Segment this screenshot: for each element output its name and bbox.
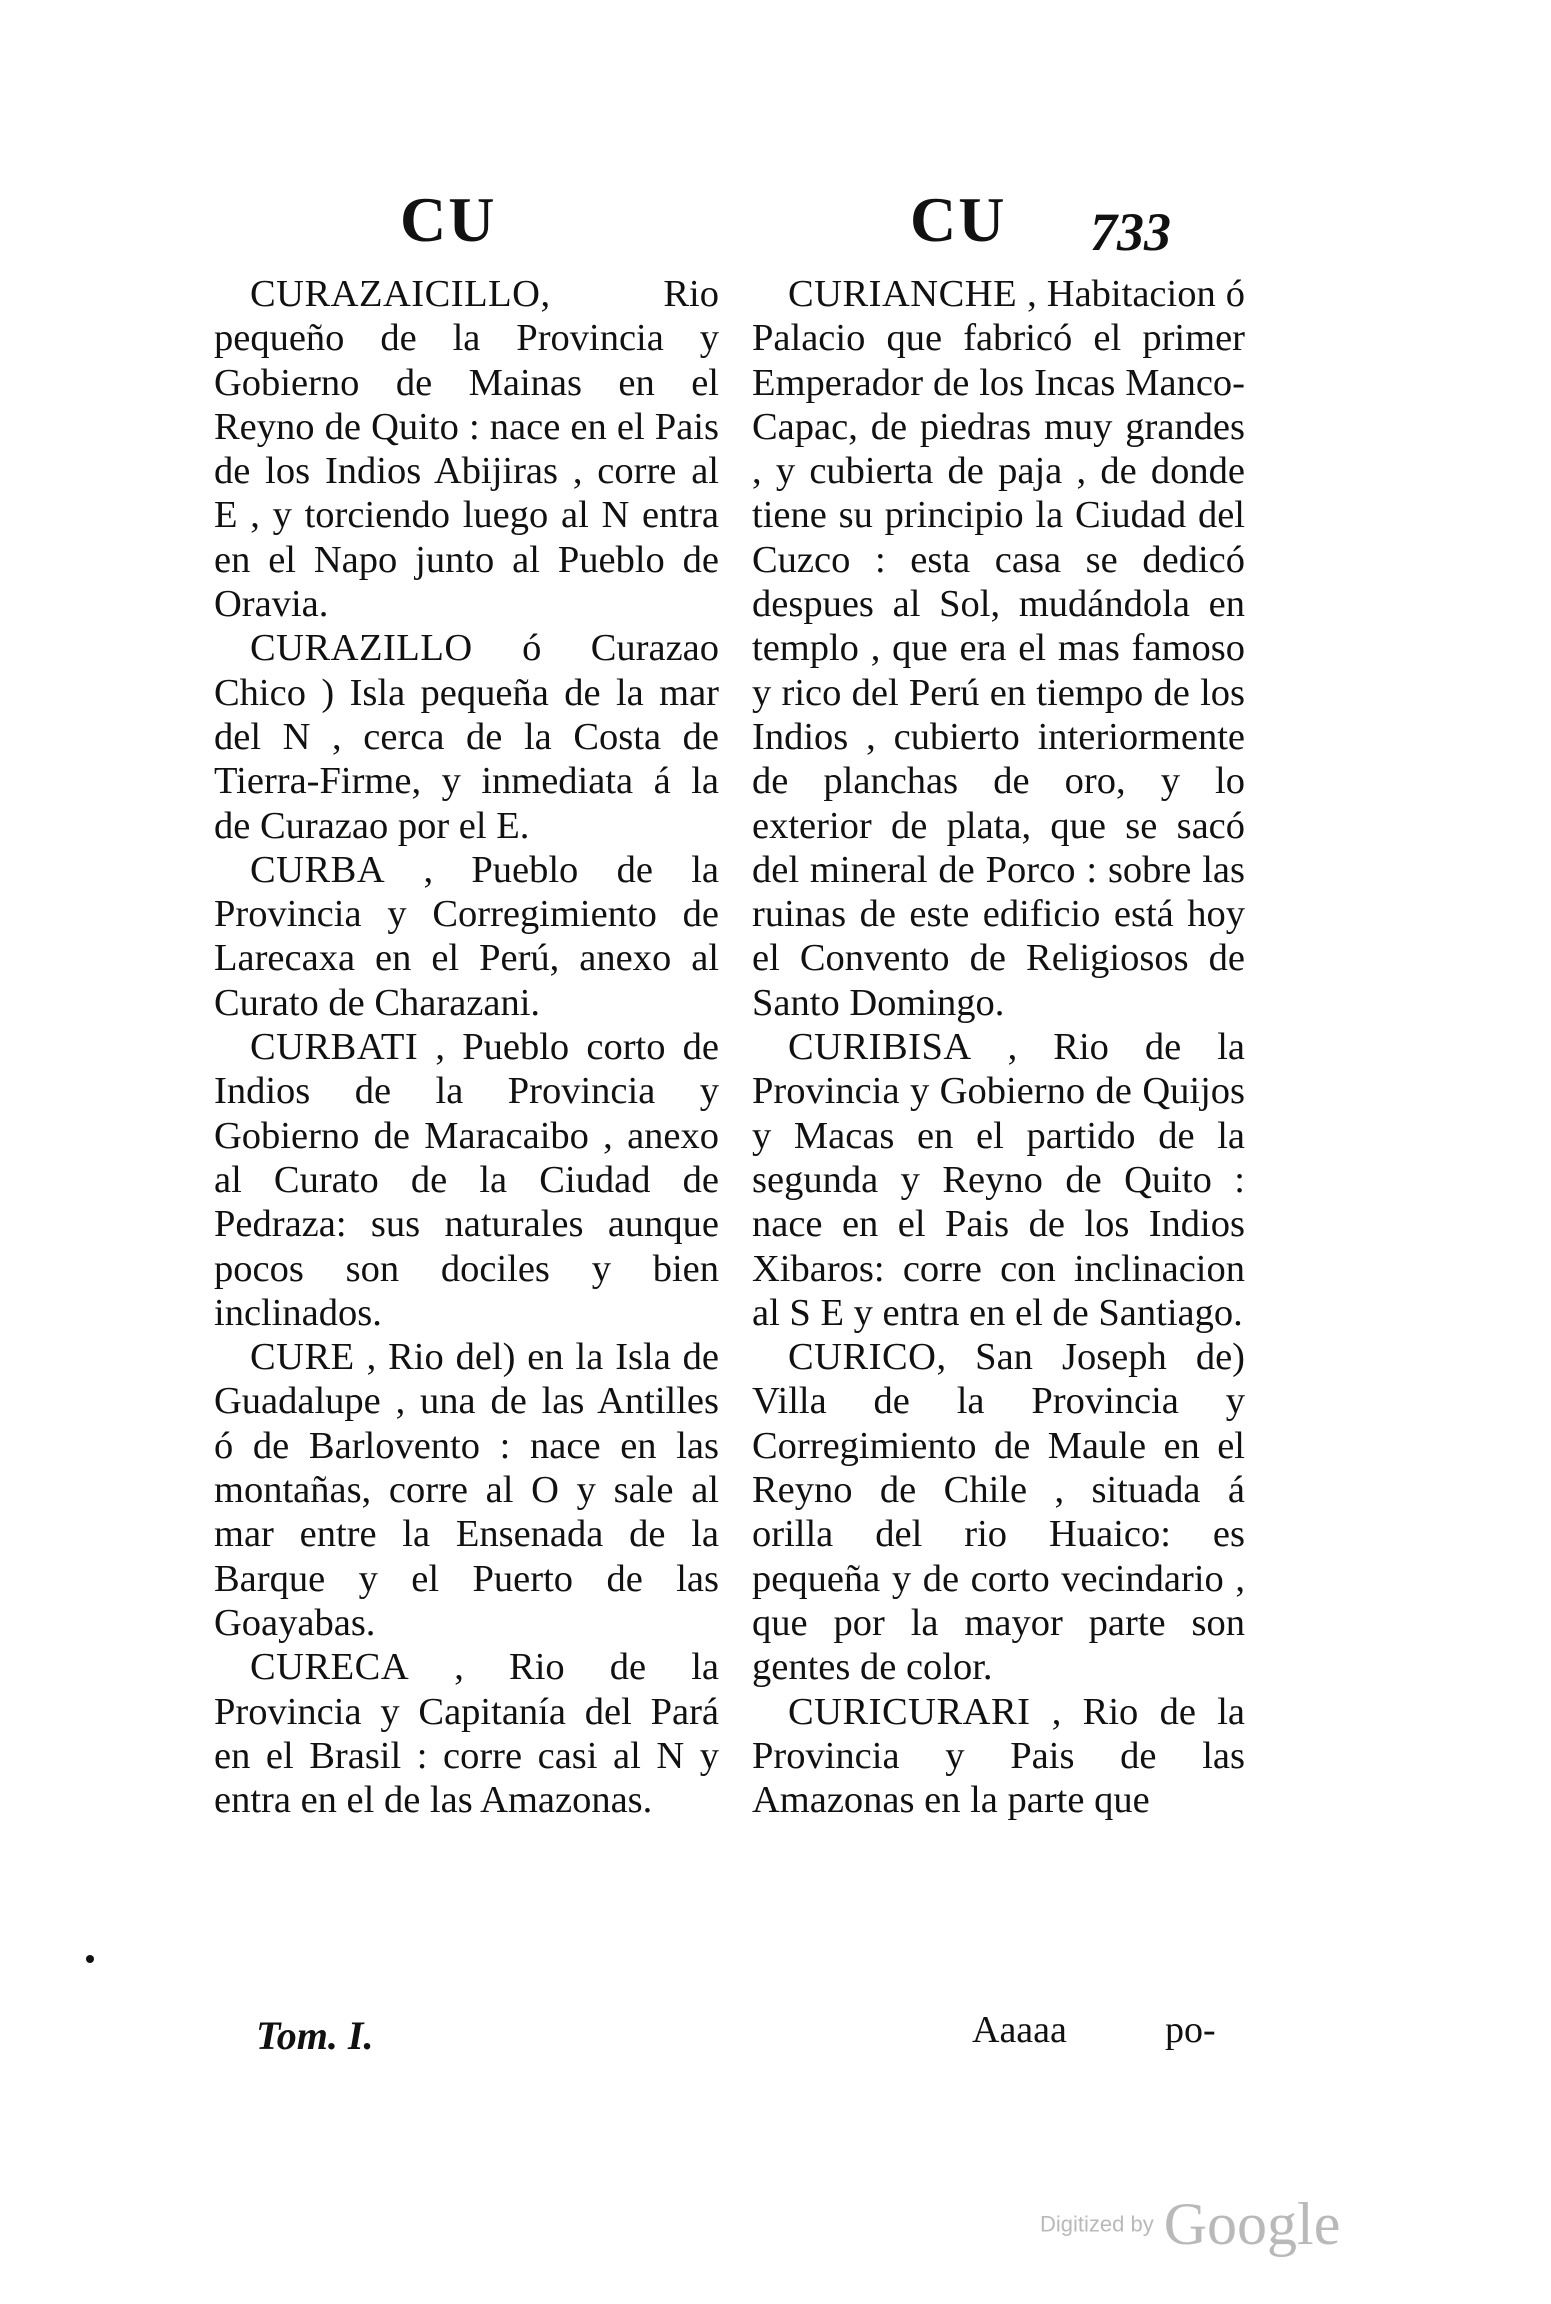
dictionary-entry [752, 272, 1245, 1025]
entry-headword: CURBA [250, 848, 386, 891]
entry-headword: CURAZILLO [250, 627, 473, 670]
entry-text: , Rio de la Provincia y Capitanía del Pará en el Brasil : corre casi al N y entra en el de las Amazonas. [214, 1646, 719, 1822]
dictionary-entry [214, 1645, 719, 1822]
entry-headword: CURICURARI [788, 1690, 1031, 1733]
dictionary-entry [214, 848, 719, 1025]
entry-headword: CURAZAICILLO [250, 273, 541, 315]
entry-text: , San Joseph de) Villa de la Provincia y Corregimiento de Maule en el Reyno de Chile , situada á orilla del rio Huaico: es pequeña y de corto vecindario , que por la mayor parte son gentes de color. [752, 1336, 1245, 1689]
volume-signature: Tom. I. [256, 2013, 374, 2058]
entry-headword: CURIANCHE [788, 273, 1018, 315]
page-number: 733 [1090, 202, 1171, 262]
entry-headword: CURIBISA [788, 1026, 972, 1069]
watermark-prefix: Digitized by [1040, 2211, 1154, 2237]
left-running-head: CU [400, 184, 497, 255]
entry-text: , Rio del) en la Isla de Guadalupe , una de las Antilles ó de Barlovento : nace en las montañas, corre al O y sale al mar entre la Ensenada de la Barque y el Puerto de las Goayabas. [214, 1336, 719, 1644]
ink-speck [86, 1955, 94, 1963]
dictionary-entry [752, 1690, 1245, 1823]
entry-text: , Rio de la Provincia y Pais de las Amazonas en la parte que [752, 1690, 1245, 1822]
entry-text: , Pueblo corto de Indios de la Provincia y Gobierno de Maracaibo , anexo al Curato de la Ciudad de Pedraza: sus naturales aunque pocos son dociles y bien inclinados. [214, 1026, 719, 1334]
dictionary-entry [752, 1335, 1245, 1689]
entry-headword: CURBATI [250, 1026, 419, 1069]
entry-headword: CURICO [788, 1336, 937, 1379]
signature-mark: Aaaaa [972, 2009, 1067, 2051]
google-logo: Google [1163, 2191, 1341, 2257]
entry-text: , Rio de la Provincia y Gobierno de Quijos y Macas en el partido de la segunda y Reyno de Quito : nace en el Pais de los Indios Xibaros: corre con inclinacion al S E y entra en el de Santiago. [752, 1026, 1245, 1334]
catchword: po- [1165, 2009, 1216, 2051]
entry-text: , Rio pequeño de la Provincia y Gobierno de Mainas en el Reyno de Quito : nace en el Pais de los Indios Abijiras , corre al E , y torciendo luego al N entra en el Napo junto al Pueblo de Oravia. [214, 273, 719, 626]
digitization-watermark [1040, 2190, 1340, 2259]
dictionary-entry [214, 626, 719, 847]
right-running-head: CU [910, 184, 1007, 255]
dictionary-entry [214, 1025, 719, 1335]
dictionary-entry [752, 1025, 1245, 1335]
dictionary-entry [214, 1335, 719, 1645]
entry-headword: CURE [250, 1336, 355, 1379]
entry-text: ó Curazao Chico ) Isla pequeña de la mar del N , cerca de la Costa de Tierra-Firme, y inmediata á la de Curazao por el E. [214, 627, 719, 847]
right-column [752, 272, 1245, 1822]
left-column [214, 272, 719, 1822]
entry-text: , Pueblo de la Provincia y Corregimiento de Larecaxa en el Perú, anexo al Curato de Charazani. [214, 848, 719, 1024]
entry-text: , Habitacion ó Palacio que fabricó el primer Emperador de los Incas Manco-Capac, de piedras muy grandes , y cubierta de paja , de donde tiene su principio la Ciudad del Cuzco : esta casa se dedicó despues al Sol, mudándola en templo , que era el mas famoso y rico del Perú en tiempo de los Indios , cubierto interiormente de planchas de oro, y lo exterior de plata, que se sacó del mineral de Porco : sobre las ruinas de este edificio está hoy el Convento de Religiosos de Santo Domingo. [752, 273, 1245, 1024]
dictionary-entry [214, 272, 719, 626]
entry-headword: CURECA [250, 1646, 410, 1689]
